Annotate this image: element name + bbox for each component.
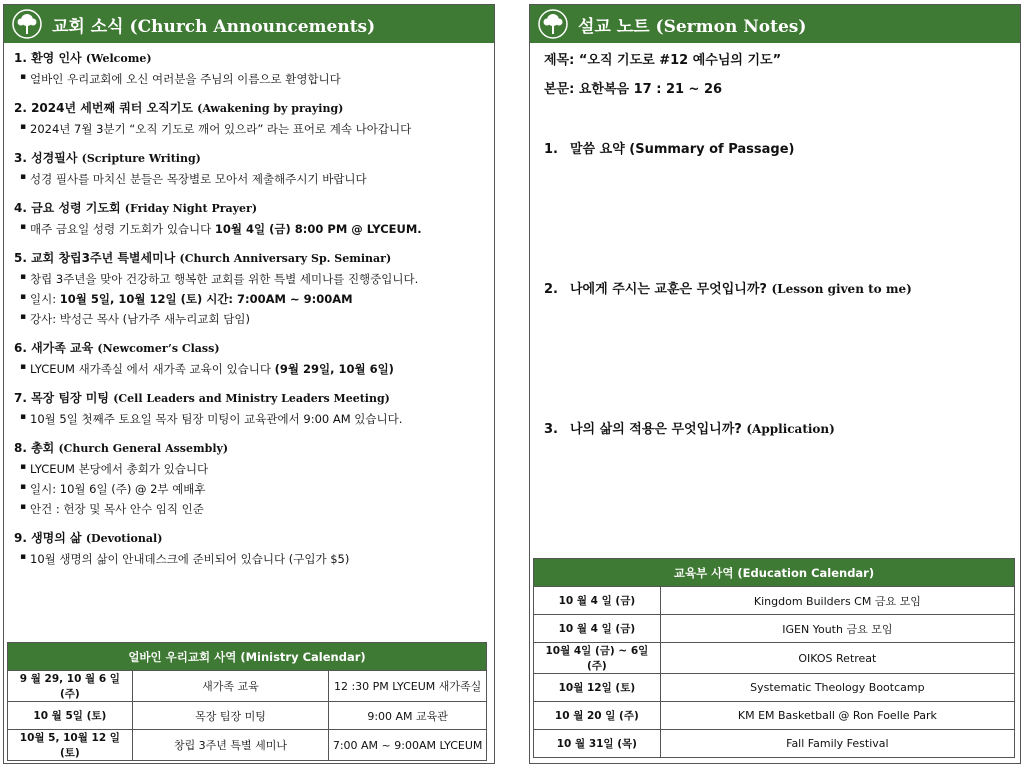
announcement-item	[14, 529, 494, 567]
education-calendar-row	[534, 587, 1015, 615]
question-summary: 1. 말씀 요약 (Summary of Passage)	[544, 142, 795, 157]
calendar-event: 목장 팀장 미팅	[132, 702, 329, 730]
ministry-calendar-header: 얼바인 우리교회 사역 (Ministry Calendar)	[8, 643, 487, 671]
calendar-date: 10 월 5일 (토)	[8, 702, 133, 730]
announcement-bullet: ▪ 일시: 10월 6일 (주) @ 2부 예배후	[14, 481, 494, 497]
announcements-title: 교회 소식 (Church Announcements)	[52, 16, 376, 37]
announcement-item	[14, 249, 494, 327]
announcement-item	[14, 389, 494, 427]
announcement-title: 4. 금요 성령 기도회 (Friday Night Prayer)	[14, 201, 258, 215]
education-calendar-row	[534, 615, 1015, 643]
calendar-date: 10월 4일 (금) ~ 6일 (주)	[534, 643, 661, 674]
calendar-event: 창립 3주년 특별 세미나	[132, 730, 329, 761]
sermon-notes-panel	[529, 4, 1021, 764]
education-calendar-row	[534, 674, 1015, 702]
calendar-time-place: 7:00 AM ~ 9:00AM LYCEUM	[329, 730, 487, 761]
announcement-bullet: ▪ LYCEUM 새가족실 에서 새가족 교육이 있습니다 (9월 29일, 10월 6일)	[14, 361, 494, 377]
ministry-calendar-row	[8, 730, 487, 761]
announcement-bullet: ▪ 10월 5일 첫째주 토요일 목자 팀장 미팅이 교육관에서 9:00 AM 있습니다.	[14, 411, 494, 427]
calendar-event: Kingdom Builders CM 금요 모임	[660, 587, 1014, 615]
announcement-bullet: ▪ 일시: 10월 5일, 10월 12일 (토) 시간: 7:00AM ~ 9:00AM	[14, 291, 494, 307]
announcement-bullet: ▪ 창립 3주년을 맞아 건강하고 행복한 교회를 위한 특별 세미나를 진행중입니다.	[14, 271, 494, 287]
announcement-item	[14, 199, 494, 237]
announcement-item	[14, 149, 494, 187]
sermon-passage: 본문: 요한복음 17 : 21 ~ 26	[544, 82, 723, 97]
calendar-date: 10 월 31일 (목)	[534, 730, 661, 758]
announcement-bullet: ▪ 안건 : 헌장 및 목사 안수 임직 인준	[14, 501, 494, 517]
calendar-date: 10 월 20 일 (주)	[534, 702, 661, 730]
education-calendar-table	[533, 558, 1015, 758]
calendar-event: OIKOS Retreat	[660, 643, 1014, 674]
ministry-calendar-row	[8, 671, 487, 702]
announcement-title: 3. 성경필사 (Scripture Writing)	[14, 151, 201, 165]
question-application: 3. 나의 삶의 적용은 무엇입니까? (Application)	[544, 422, 835, 437]
calendar-event: 새가족 교육	[132, 671, 329, 702]
calendar-time-place: 9:00 AM 교육관	[329, 702, 487, 730]
announcement-title: 2. 2024년 세번째 쿼터 오직기도 (Awakening by praying)	[14, 101, 344, 115]
announcement-bullet: ▪ 얼바인 우리교회에 오신 여러분을 주님의 이름으로 환영합니다	[14, 71, 494, 87]
ministry-calendar-row	[8, 702, 487, 730]
calendar-date: 10월 5, 10월 12 일 (토)	[8, 730, 133, 761]
announcement-title: 7. 목장 팀장 미팅 (Cell Leaders and Ministry Leaders Meeting)	[14, 391, 390, 405]
question-lesson: 2. 나에게 주시는 교훈은 무엇입니까? (Lesson given to me)	[544, 282, 912, 297]
calendar-event: Fall Family Festival	[660, 730, 1014, 758]
announcement-item	[14, 99, 494, 137]
announcement-title: 1. 환영 인사 (Welcome)	[14, 51, 152, 65]
education-calendar-row	[534, 702, 1015, 730]
announcement-title: 9. 생명의 삶 (Devotional)	[14, 531, 163, 545]
sermon-subject: 제목: “오직 기도로 #12 예수님의 기도”	[544, 53, 782, 68]
calendar-event: IGEN Youth 금요 모임	[660, 615, 1014, 643]
announcement-bullet: ▪ 매주 금요일 성령 기도회가 있습니다 10월 4일 (금) 8:00 PM @ LYCEUM.	[14, 221, 494, 237]
sermon-notes-header	[530, 5, 1020, 43]
announcements-header	[4, 5, 494, 43]
announcements-panel	[3, 4, 495, 764]
announcement-bullet: ▪ 2024년 7월 3분기 “오직 기도로 깨어 있으라” 라는 표어로 계속 나아갑니다	[14, 121, 494, 137]
announcement-bullet: ▪ 성경 필사를 마치신 분들은 목장별로 모아서 제출해주시기 바랍니다	[14, 171, 494, 187]
calendar-date: 9 월 29, 10 월 6 일(주)	[8, 671, 133, 702]
announcement-list	[4, 43, 494, 567]
education-calendar-header: 교육부 사역 (Education Calendar)	[534, 559, 1015, 587]
church-tree-logo-icon	[12, 9, 42, 39]
announcement-title: 6. 새가족 교육 (Newcomer’s Class)	[14, 341, 220, 355]
education-calendar-row	[534, 730, 1015, 758]
calendar-event: Systematic Theology Bootcamp	[660, 674, 1014, 702]
education-calendar-row	[534, 643, 1015, 674]
calendar-date: 10 월 4 일 (금)	[534, 615, 661, 643]
calendar-date: 10월 12일 (토)	[534, 674, 661, 702]
announcement-item	[14, 339, 494, 377]
calendar-event: KM EM Basketball @ Ron Foelle Park	[660, 702, 1014, 730]
church-tree-logo-icon	[538, 9, 568, 39]
announcement-bullet: ▪ 강사: 박성근 목사 (남가주 새누리교회 담임)	[14, 311, 494, 327]
calendar-time-place: 12 :30 PM LYCEUM 새가족실	[329, 671, 487, 702]
announcement-title: 8. 총회 (Church General Assembly)	[14, 441, 229, 455]
calendar-date: 10 월 4 일 (금)	[534, 587, 661, 615]
ministry-calendar-table	[7, 642, 487, 761]
announcement-item	[14, 49, 494, 87]
announcement-bullet: ▪ LYCEUM 본당에서 총회가 있습니다	[14, 461, 494, 477]
announcement-title: 5. 교회 창립3주년 특별세미나 (Church Anniversary Sp. Seminar)	[14, 251, 392, 265]
announcement-bullet: ▪ 10월 생명의 삶이 안내데스크에 준비되어 있습니다 (구입가 $5)	[14, 551, 494, 567]
announcement-item	[14, 439, 494, 517]
sermon-notes-title: 설교 노트 (Sermon Notes)	[578, 16, 807, 37]
